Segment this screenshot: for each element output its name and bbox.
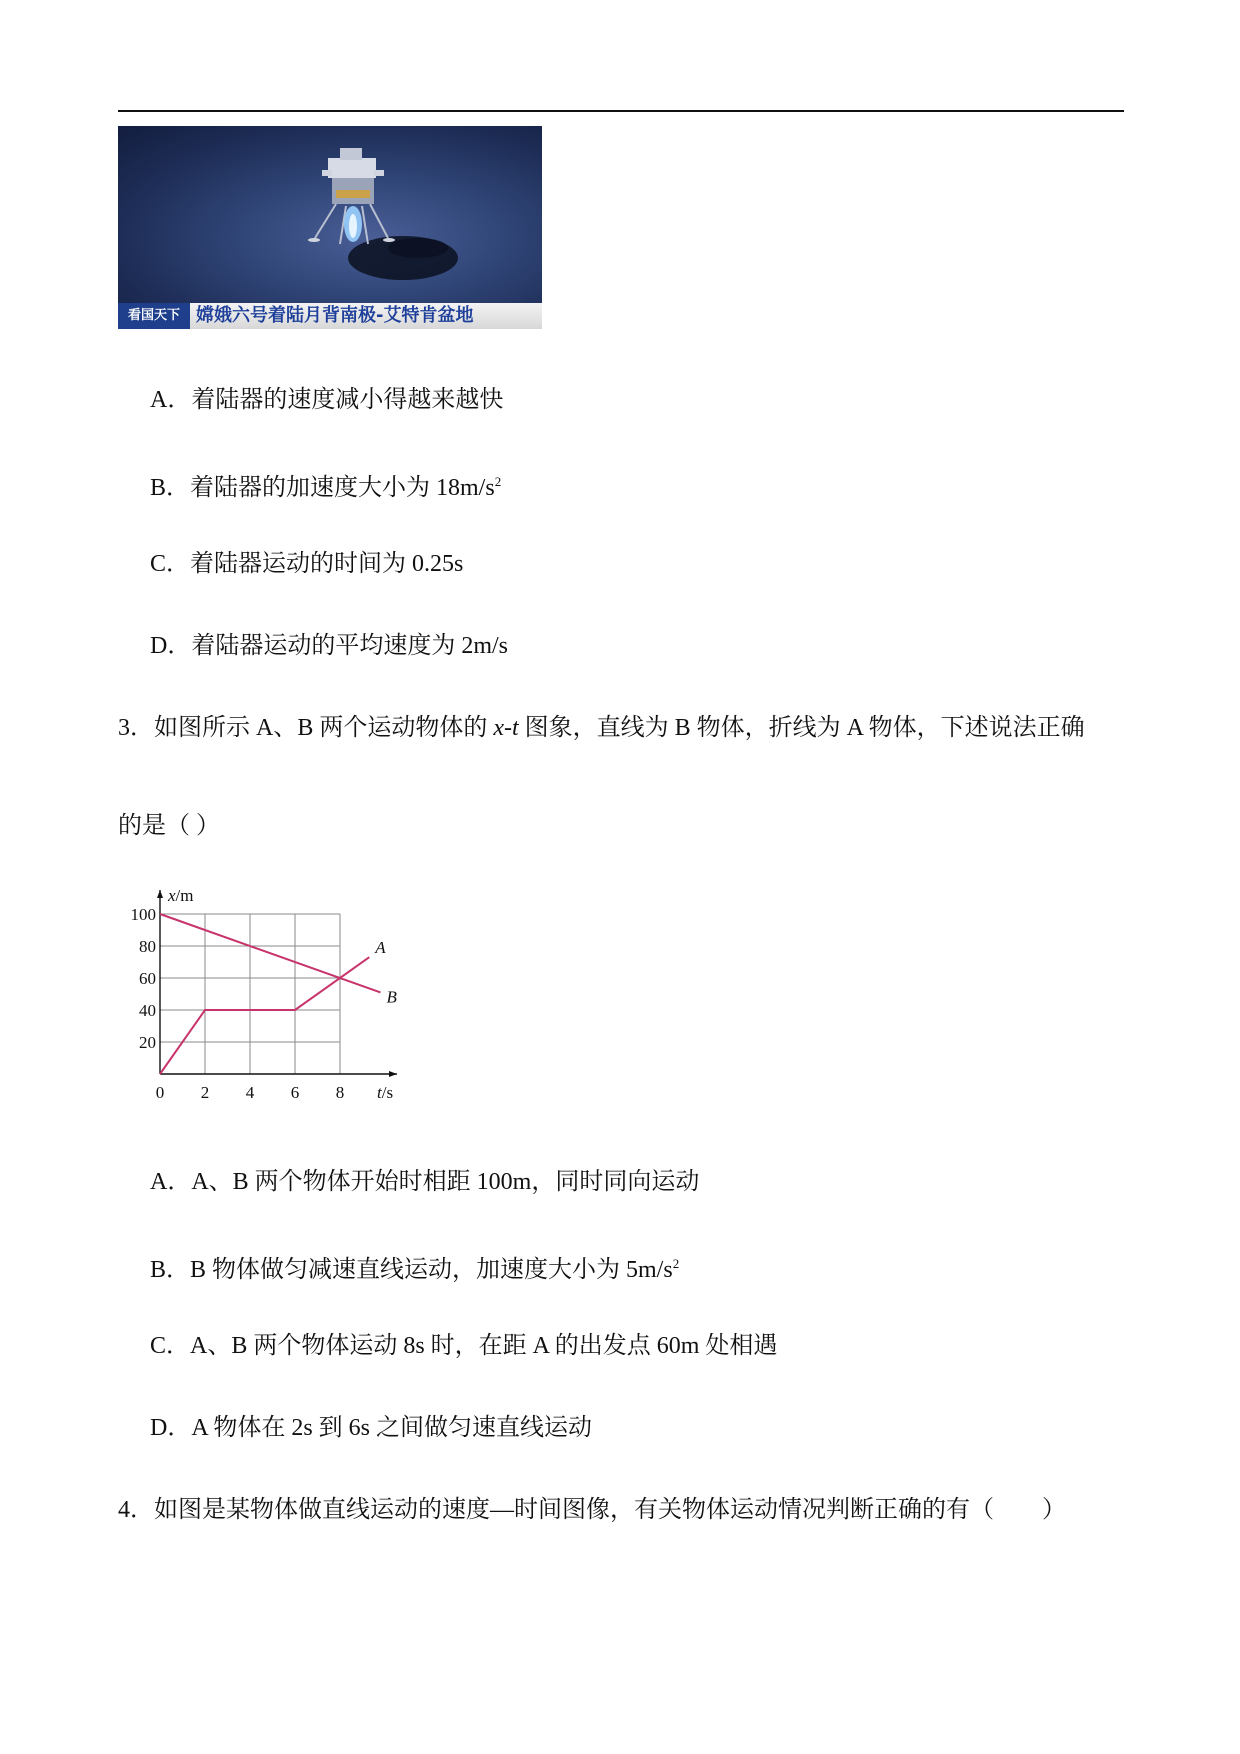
q3-stem-line2: 的是（ ） <box>118 813 220 839</box>
x-tick-label: 2 <box>200 1083 210 1102</box>
y-tick-label: 20 <box>139 1033 156 1052</box>
x-tick-label: 4 <box>245 1083 255 1102</box>
grid <box>160 914 340 1074</box>
channel-logo: 看国天下 <box>118 303 190 329</box>
q3-stem <box>118 712 1085 744</box>
q3-option-b <box>150 1248 679 1286</box>
q3-option-d: D．A 物体在 2s 到 6s 之间做匀速直线运动 <box>150 1415 593 1441</box>
q2-option-b <box>150 466 501 504</box>
q3-stem-pre: 3．如图所示 A、B 两个运动物体的 <box>118 715 494 741</box>
q3-stem-italic: x-t <box>493 715 519 741</box>
x-tick-label: 0 <box>155 1083 165 1102</box>
header-rule <box>118 110 1124 112</box>
q2-option-a: A．着陆器的速度减小得越来越快 <box>150 387 504 413</box>
q2-option-b-text: B．着陆器的加速度大小为 18m/s <box>150 475 495 501</box>
y-tick-label: 40 <box>139 1001 156 1020</box>
series-label-A: A <box>375 938 386 958</box>
x-axis-label: t/s <box>377 1083 394 1102</box>
q2-option-c: C．着陆器运动的时间为 0.25s <box>150 551 464 577</box>
series-B <box>160 914 381 992</box>
y-tick-label: 60 <box>139 969 156 988</box>
y-tick-label: 80 <box>139 937 156 956</box>
xt-graph <box>118 880 408 1105</box>
lander-photo <box>118 126 542 329</box>
photo-caption: 嫦娥六号着陆月背南极-艾特肯盆地 <box>196 305 474 326</box>
y-axis-arrow <box>157 890 163 898</box>
y-tick-label: 100 <box>130 905 156 924</box>
q4-stem: 4．如图是某物体做直线运动的速度—时间图像，有关物体运动情况判断正确的有（ ） <box>118 1497 1066 1523</box>
q3-option-b-sup: 2 <box>672 1256 680 1271</box>
q2-option-b-sup: 2 <box>494 474 502 489</box>
q3-stem-post: 图象，直线为 B 物体，折线为 A 物体，下述说法正确 <box>518 715 1085 741</box>
y-axis-label: x/m <box>168 886 194 905</box>
q3-option-a: A．A、B 两个物体开始时相距 100m，同时同向运动 <box>150 1169 700 1195</box>
q3-option-b-text: B．B 物体做匀减速直线运动，加速度大小为 5m/s <box>150 1257 673 1283</box>
q3-option-c: C．A、B 两个物体运动 8s 时，在距 A 的出发点 60m 处相遇 <box>150 1333 778 1359</box>
series-lines <box>160 914 381 1074</box>
axes <box>157 890 397 1077</box>
x-axis-arrow <box>389 1071 397 1077</box>
series-label-B: B <box>386 987 397 1007</box>
series-A <box>160 957 369 1074</box>
q2-option-d: D．着陆器运动的平均速度为 2m/s <box>150 633 509 659</box>
x-tick-label: 6 <box>290 1083 300 1102</box>
lander-illustration <box>118 126 542 329</box>
x-tick-label: 8 <box>335 1083 345 1102</box>
